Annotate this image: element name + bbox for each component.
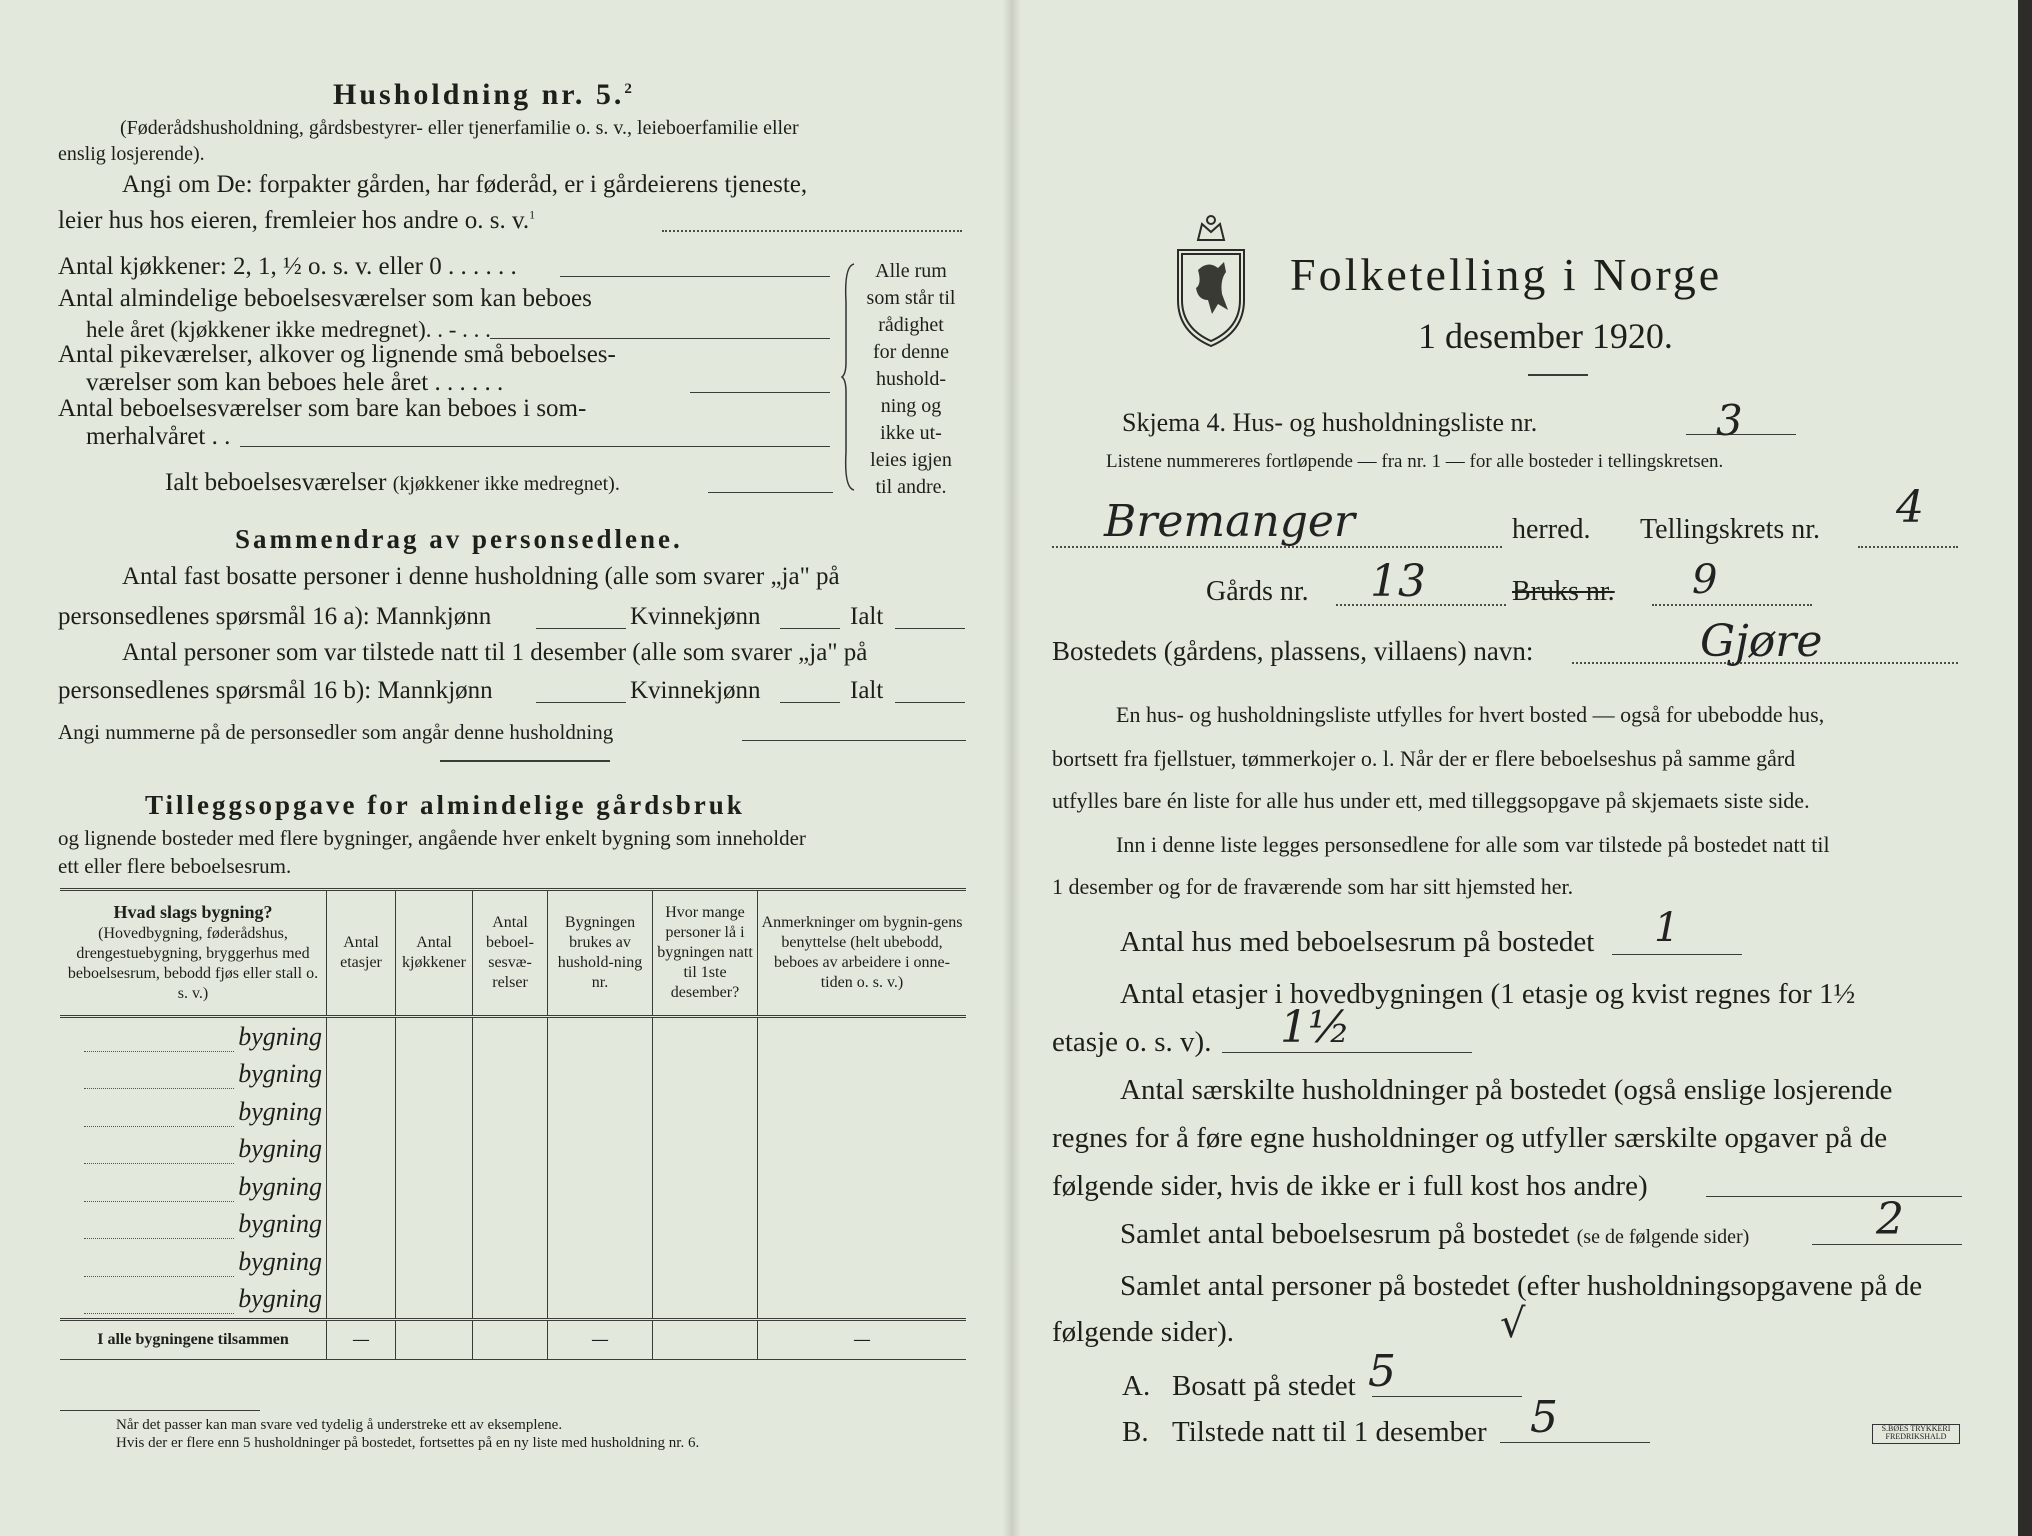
instruction-line-1: En hus- og husholdningsliste utfylles for hvert bosted — også for ubebodde hus, — [1116, 702, 1825, 727]
sammendrag-line-2c: Ialt — [850, 603, 884, 630]
household-subtitle-1: (Føderådshusholdning, gårdsbestyrer- eller tjenerfamilie o. s. v., leieboerfamilie eller — [120, 117, 799, 139]
husholdninger-label-3: følgende sider, hvis de ikke er i full kost hos andre) — [1052, 1170, 1648, 1202]
building-table-header — [60, 890, 966, 1017]
tellingskrets-value: 4 — [1896, 482, 1924, 533]
alm-rooms-label-1: Antal almindelige beboelsesværelser som kan beboes — [58, 285, 592, 312]
total-rooms-answer-line[interactable] — [708, 492, 833, 493]
sum-dash: — — [327, 1320, 396, 1360]
row-label: bygning — [238, 1059, 322, 1089]
col-header-vaerelser: Antal beboel-sesvæ-relser — [473, 890, 548, 1017]
scan-edge — [2018, 0, 2032, 1536]
table-row[interactable] — [60, 1017, 966, 1056]
row-label: bygning — [238, 1096, 322, 1126]
hus-label: Antal hus med beboelsesrum på bostedet — [1120, 926, 1595, 958]
footnote-2: Hvis der er flere enn 5 husholdninger på bostedet, fortsettes på en ny liste med husholdning nr. 6. — [116, 1435, 700, 1451]
instruction-line-5: 1 desember og for de fraværende som har sitt hjemsted her. — [1052, 874, 1574, 899]
husholdninger-label-2: regnes for å føre egne husholdninger og utfyller særskilte opgaver på de — [1052, 1122, 1888, 1154]
list-number-value: 3 — [1716, 396, 1743, 445]
norway-coat-of-arms-icon — [1168, 210, 1254, 350]
kjokken-answer-line[interactable] — [560, 276, 830, 277]
alm-rooms-answer-line[interactable] — [490, 338, 830, 339]
summer-rooms-label-1: Antal beboelsesværelser som bare kan beboes i som- — [58, 395, 587, 422]
samlet-personer-label-2: følgende sider). — [1052, 1316, 1234, 1348]
bosted-value: Gjøre — [1700, 616, 1823, 667]
building-table — [60, 888, 966, 1360]
husholdninger-line[interactable] — [1706, 1196, 1962, 1197]
tellingskrets-line[interactable] — [1858, 546, 1958, 548]
title-divider — [1528, 374, 1588, 376]
instruction-line-2: bortsett fra fjellstuer, tømmerkojer o. l. Når der er flere beboelseshus på samme gård — [1052, 746, 1796, 771]
table-row[interactable] — [60, 1093, 966, 1131]
ialt-16b-line[interactable] — [895, 702, 965, 703]
tillegg-line-2: ett eller flere beboelsesrum. — [58, 854, 292, 878]
tilstede-label: Tilstede natt til 1 desember — [1172, 1416, 1487, 1448]
sum-label: I alle bygningene tilsammen — [60, 1320, 327, 1360]
side-note: Alle rum som står til rådighet for denne hushold- ning og ikke ut- leies igjen til andre. — [866, 260, 956, 498]
tillegg-title: Tilleggsopgave for almindelige gårdsbruk — [145, 790, 745, 820]
herred-label: herred. — [1512, 514, 1591, 545]
angi-line-2: leier hus hos eieren, fremleier hos andre o. s. v.$^1$ — [58, 207, 536, 234]
bruks-label: Bruks nr. — [1512, 576, 1615, 607]
angi-line-1: Angi om De: forpakter gården, har føderåd, er i gårdeierens tjeneste, — [122, 171, 808, 198]
pike-rooms-answer-line[interactable] — [690, 392, 830, 393]
herred-value: Bremanger — [1104, 496, 1355, 547]
samlet-rum-value: 2 — [1876, 1194, 1904, 1245]
row-label: bygning — [238, 1171, 322, 1201]
instruction-line-4: Inn i denne liste legges personsedlene for alle som var tilstede på bostedet natt til — [1116, 832, 1830, 857]
gards-value: 13 — [1370, 556, 1426, 607]
sammendrag-line-4a: personsedlenes spørsmål 16 b): Mannkjønn — [58, 677, 493, 704]
tellingskrets-label: Tellingskrets nr. — [1640, 514, 1821, 545]
total-rooms-label: Ialt beboelsesværelser (kjøkkener ikke medregnet). — [165, 469, 620, 496]
angi-answer-line[interactable] — [662, 230, 962, 232]
summer-rooms-label-2: merhalvåret . . — [86, 423, 231, 450]
alm-rooms-label-2: hele året (kjøkkener ikke medregnet). . - . . . — [86, 317, 491, 342]
row-label: bygning — [238, 1209, 322, 1239]
table-row[interactable] — [60, 1243, 966, 1281]
samlet-rum-label: Samlet antal beboelsesrum på bostedet (se de følgende sider) — [1120, 1218, 1750, 1250]
listene-note: Listene nummereres fortløpende — fra nr. 1 — for alle bosteder i tellingskretsen. — [1106, 451, 1724, 472]
brace-icon — [840, 262, 860, 492]
col-header-building-type: Hvad slags bygning? (Hovedbygning, føderådshus, drengestuebygning, bryggerhus med beboelsesrum, bebodd fjøs eller stall o. s. v.) — [60, 890, 327, 1017]
table-sum-row — [60, 1320, 966, 1360]
ialt-16a-line[interactable] — [895, 628, 965, 629]
table-row[interactable] — [60, 1056, 966, 1094]
sum-dash: — — [758, 1320, 967, 1360]
pike-rooms-label-1: Antal pikeværelser, alkover og lignende små beboelses- — [58, 341, 616, 368]
samlet-personer-label-1: Samlet antal personer på bostedet (efter husholdningsopgavene på de — [1120, 1270, 1923, 1302]
tilstede-value: 5 — [1530, 1392, 1558, 1443]
col-header-personer: Hvor mange personer lå i bygningen natt til 1ste desember? — [653, 890, 758, 1017]
sammendrag-line-2a: personsedlenes spørsmål 16 a): Mannkjønn — [58, 603, 492, 630]
bosatt-label: Bosatt på stedet — [1172, 1370, 1356, 1402]
pike-rooms-label-2: værelser som kan beboes hele året . . . . . . — [86, 369, 504, 396]
sammendrag-line-4c: Ialt — [850, 677, 884, 704]
kvinne-16a-line[interactable] — [780, 628, 840, 629]
col-header-kjokkener: Antal kjøkkener — [396, 890, 473, 1017]
section-divider — [440, 760, 610, 762]
mann-16b-line[interactable] — [536, 702, 626, 703]
sammendrag-line-1: Antal fast bosatte personer i denne husholdning (alle som svarer „ja" på — [122, 563, 840, 590]
gards-label: Gårds nr. — [1206, 576, 1309, 607]
census-date: 1 desember 1920. — [1418, 316, 1673, 356]
instruction-line-3: utfylles bare én liste for alle hus under ett, med tilleggsopgave på skjemaets siste side. — [1052, 788, 1810, 813]
col-header-etasjer: Antal etasjer — [327, 890, 396, 1017]
checkmark-icon: √ — [1500, 1301, 1526, 1347]
row-label: bygning — [238, 1021, 322, 1051]
nummerne-line[interactable] — [742, 740, 966, 741]
tilstede-letter: B. — [1122, 1416, 1149, 1448]
bosatt-value: 5 — [1368, 1346, 1396, 1397]
bosatt-letter: A. — [1122, 1370, 1151, 1402]
table-row[interactable] — [60, 1131, 966, 1169]
sammendrag-line-4b: Kvinnekjønn — [630, 677, 761, 704]
row-label: bygning — [238, 1284, 322, 1314]
col-header-anmerkninger: Anmerkninger om bygnin-gens benyttelse (helt ubebodd, beboes av arbeidere i onne-tiden o. s. v.) — [758, 890, 967, 1017]
bosted-label: Bostedets (gårdens, plassens, villaens) navn: — [1052, 636, 1534, 666]
printer-stamp: S.BØES TRYKKERI FREDRIKSHALD — [1872, 1424, 1960, 1444]
footnote-rule — [60, 1410, 260, 1411]
main-title: Folketelling i Norge — [1290, 249, 1723, 300]
table-row[interactable] — [60, 1281, 966, 1320]
tilstede-line[interactable] — [1500, 1442, 1650, 1443]
bruks-value: 9 — [1692, 557, 1718, 603]
sammendrag-title: Sammendrag av personsedlene. — [235, 524, 683, 554]
sum-dash: — — [548, 1320, 653, 1360]
hus-line[interactable] — [1612, 954, 1742, 955]
etasjer-label-1: Antal etasjer i hovedbygningen (1 etasje og kvist regnes for 1½ — [1120, 978, 1856, 1010]
sammendrag-line-2b: Kvinnekjønn — [630, 603, 761, 630]
footnote-1: Når det passer kan man svare ved tydelig å understreke ett av eksemplene. — [116, 1417, 563, 1433]
etasjer-value: 1½ — [1280, 1002, 1351, 1053]
row-label: bygning — [238, 1134, 322, 1164]
table-row[interactable] — [60, 1168, 966, 1206]
husholdninger-label-1: Antal særskilte husholdninger på bostedet (også enslige losjerende — [1120, 1074, 1893, 1106]
sammendrag-line-5: Angi nummerne på de personsedler som angår denne husholdning — [58, 720, 614, 744]
col-header-husholdning: Bygningen brukes av hushold-ning nr. — [548, 890, 653, 1017]
skjema-label: Skjema 4. Hus- og husholdningsliste nr. — [1122, 408, 1538, 437]
tillegg-line-1: og lignende bosteder med flere bygninger, angående hver enkelt bygning som inneholder — [58, 826, 806, 850]
summer-rooms-answer-line[interactable] — [240, 446, 830, 447]
household-subtitle-2: enslig losjerende). — [58, 143, 205, 165]
mann-16a-line[interactable] — [536, 628, 626, 629]
row-label: bygning — [238, 1246, 322, 1276]
sammendrag-line-3: Antal personer som var tilstede natt til 1 desember (alle som svarer „ja" på — [122, 639, 868, 666]
etasjer-label-2: etasje o. s. v). — [1052, 1026, 1212, 1058]
page-fold — [1003, 0, 1021, 1536]
bruks-line[interactable] — [1652, 604, 1812, 606]
hus-value: 1 — [1654, 905, 1680, 951]
kvinne-16b-line[interactable] — [780, 702, 840, 703]
household-title: Husholdning nr. 5.$^2$ — [333, 78, 635, 111]
table-row[interactable] — [60, 1206, 966, 1244]
kjokken-label: Antal kjøkkener: 2, 1, ½ o. s. v. eller 0 . . . . . . — [58, 253, 517, 280]
